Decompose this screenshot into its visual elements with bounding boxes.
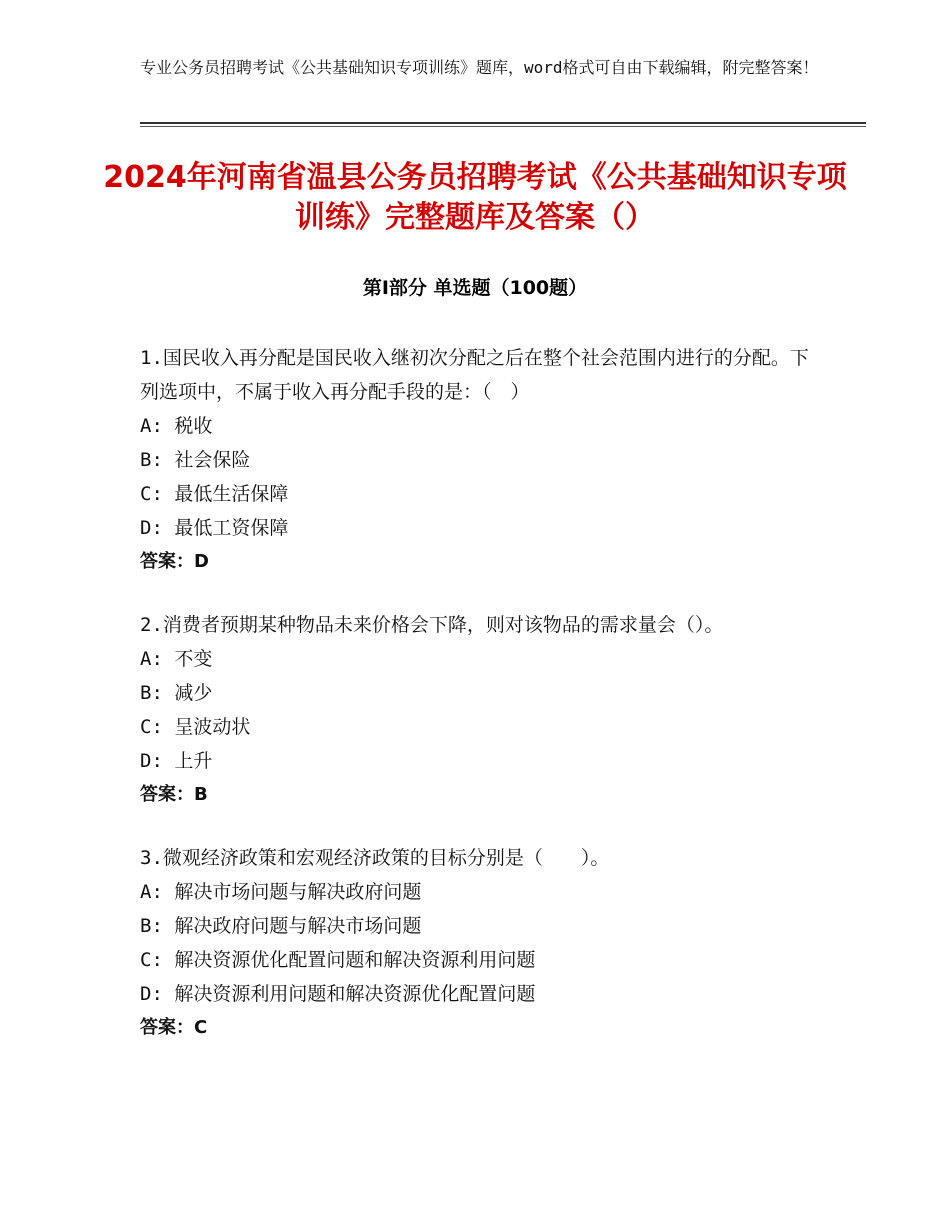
question-list [140,341,820,1074]
question-stem: 2.消费者预期某种物品未来价格会下降，则对该物品的需求量会（）。 [140,614,724,636]
option-c: C: 呈波动状 [140,716,251,738]
option-d: D: 最低工资保障 [140,517,289,539]
question-3 [140,841,820,1045]
option-c: C: 最低生活保障 [140,483,289,505]
question-stem: 3.微观经济政策和宏观经济政策的目标分别是（ ）。 [140,847,610,869]
option-b: B: 减少 [140,682,213,704]
option-d: D: 上升 [140,750,213,772]
answer-line: 答案：C [140,1017,208,1038]
option-a: A: 解决市场问题与解决政府问题 [140,881,422,903]
document-title: 2024年河南省温县公务员招聘考试《公共基础知识专项训练》完整题库及答案（） [103,160,847,235]
section-title: 第Ⅰ部分 单选题（100题） [362,277,588,299]
option-a: A: 不变 [140,648,213,670]
header-divider [140,122,866,124]
answer-line: 答案：B [140,784,208,805]
header-note: 专业公务员招聘考试《公共基础知识专项训练》题库，word格式可自由下载编辑，附完整答案！ [140,58,819,77]
header-divider-thin [140,126,866,127]
question-stem: 1.国民收入再分配是国民收入继初次分配之后在整个社会范围内进行的分配。下列选项中，不属于收入再分配手段的是：（ ） [140,347,809,403]
option-b: B: 解决政府问题与解决市场问题 [140,915,422,937]
question-2 [140,608,820,812]
answer-line: 答案：D [140,551,209,572]
option-d: D: 解决资源利用问题和解决资源优化配置问题 [140,983,536,1005]
option-b: B: 社会保险 [140,449,251,471]
option-c: C: 解决资源优化配置问题和解决资源利用问题 [140,949,536,971]
question-1 [140,341,820,579]
option-a: A: 税收 [140,415,213,437]
